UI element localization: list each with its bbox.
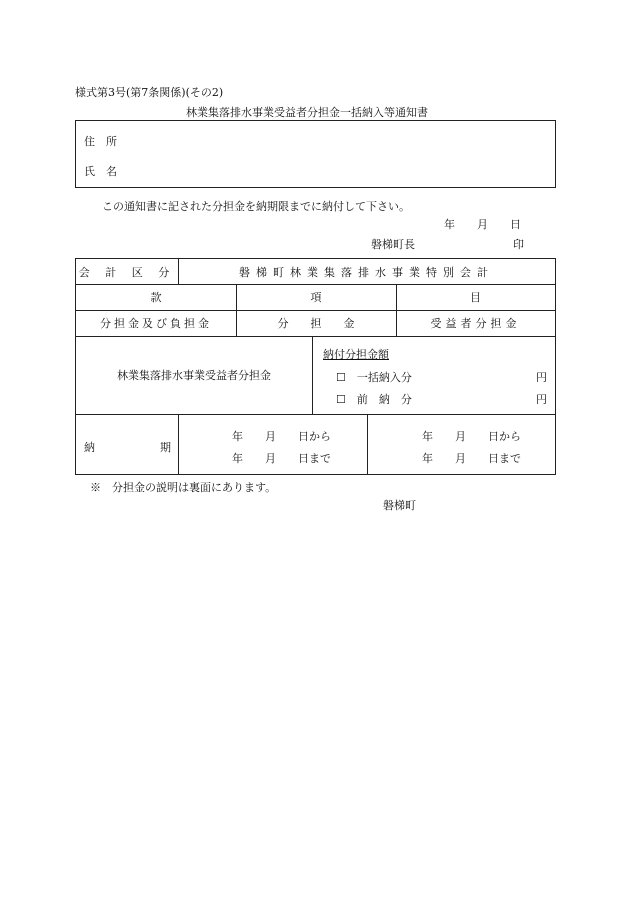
footnote: ※ 分担金の説明は裏面にあります。: [90, 481, 277, 494]
due-from-2: 年 月 日から: [422, 430, 521, 443]
due-to-1: 年 月 日まで: [232, 452, 331, 465]
due-label-2: 期: [160, 441, 171, 454]
moku-value: 受益者分担金: [430, 317, 521, 330]
col-kan-header: 款: [150, 291, 162, 304]
account-label: 会 計 区 分: [78, 265, 176, 279]
col-kou-header: 項: [310, 291, 322, 304]
name-label: 氏 名: [84, 165, 117, 178]
notice-text: この通知書に記された分担金を納期限までに納付して下さい。: [102, 200, 410, 213]
address-box: [75, 120, 556, 188]
main-table: [75, 258, 556, 475]
prepay-label: ☐ 前 納 分: [336, 393, 412, 406]
payment-title: 納付分担金額: [323, 348, 389, 361]
account-value: 磐梯町林業集落排水事業特別会計: [239, 265, 494, 279]
document-title: 林業集落排水事業受益者分担金一括納入等通知書: [186, 106, 428, 119]
due-from-1: 年 月 日から: [232, 430, 331, 443]
address-label: 住 所: [84, 135, 117, 148]
seal-mark: 印: [513, 238, 524, 251]
beneficiary-label: 林業集落排水事業受益者分担金: [117, 369, 271, 382]
form-id: 様式第3号(第7条関係)(その2): [75, 86, 224, 99]
issuer: 磐梯町長: [371, 238, 415, 251]
lump-sum-yen: 円: [536, 371, 547, 384]
col-moku-header: 目: [470, 291, 481, 304]
lump-sum-label: ☐ 一括納入分: [336, 371, 412, 384]
due-label-1: 納: [84, 441, 95, 454]
kou-value: 分 担 金: [277, 317, 355, 330]
date-line: 年 月 日: [444, 218, 521, 231]
town-name: 磐梯町: [383, 499, 416, 512]
kan-value: 分担金及び負担金: [100, 317, 212, 330]
prepay-yen: 円: [536, 393, 547, 406]
due-to-2: 年 月 日まで: [422, 452, 521, 465]
